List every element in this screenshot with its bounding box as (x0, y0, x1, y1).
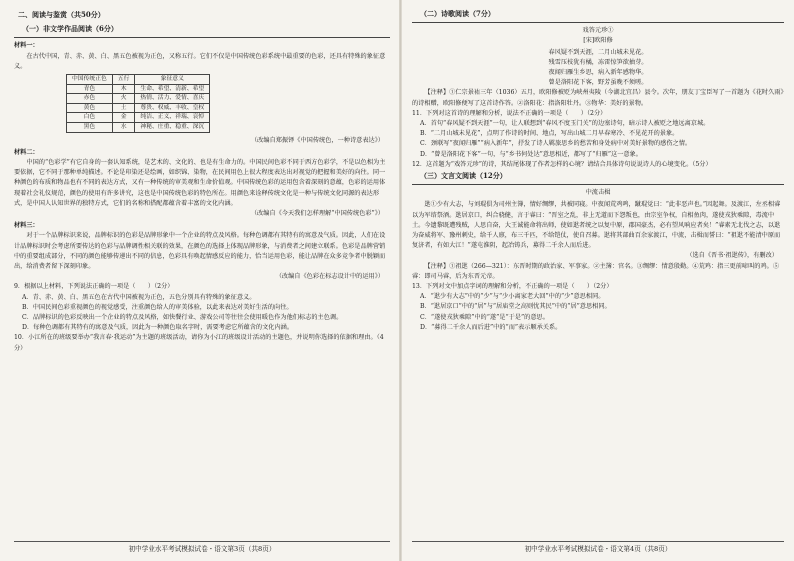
q13-option-d: D．“募得二千余人而后进”中的“而”表示顺承关系。 (420, 323, 562, 331)
table-cell: 水 (112, 122, 135, 132)
table-row (67, 122, 210, 132)
color-table (66, 74, 210, 133)
question-13: 13．下列对文中加点字词的理解和分析，不正确的一项是（ ）（2分） (412, 283, 613, 291)
poem-line: 春风疑不到天涯，二月山城未见花。 (548, 48, 648, 56)
question-12: 12．这首题为“戏答元珍”的诗，其结尾体现了作者怎样的心境？请结合具体诗句说说诗人的心境变化。（5分） (412, 160, 712, 168)
table-cell: 赤色 (67, 94, 113, 104)
q11-option-a: A．首句“春风疑不到天涯”一句，让人联想到“春风不度玉门关”的边塞诗句，暗示诗人被贬之地远离京城。 (420, 120, 710, 128)
subsection-heading-1: （一）非文学作品阅读（6分） (14, 23, 390, 38)
material-2-tag: 材料二： (14, 148, 39, 156)
table-cell: 黑色 (67, 122, 113, 132)
table-cell: 尊贵、权威、丰收、皇权 (135, 103, 210, 113)
q11-option-d: D．“曾是洛阳花下客”一句，与“乡书何处达”意思相近，都写了“归雁”这一意象。 (420, 150, 642, 158)
left-page (14, 8, 390, 556)
q13-option-a: A．“逖少有大志”中的“少”与“少小离家老大回”中的“少”意思相同。 (420, 293, 605, 301)
poem-title: 戏答元珍① (582, 27, 614, 35)
material-3-text: 对于一个品牌标识来说，品牌标识的色彩是品牌形象中一个企业的特点及风格。每种色调都有其特有的寓意及气质。因此，人们在设计品牌标识时会考虑所要传达的色彩与品牌调性相关联的效果，在颜色的选择上体现品牌形象，与消费者之间建立联系。色彩是品牌营销中的重要组成部分，不同的颜色能够传递出不同的信息，色彩具有唤起情感反应的能力，恰当运用色彩，能让品牌在众多竞争者中脱颖而出，给消费者留下深刻印象。 (14, 232, 386, 271)
table-header: 五行 (112, 75, 135, 85)
question-11: 11．下列对这首诗的理解和分析，说法不正确的一项是（ ）（2分） (412, 109, 607, 117)
q9-option-b: B．中国民间色彩重视颜色的视觉感受，注重颜色给人的审美体验，以此来表达对美好生活的向往。 (22, 303, 293, 311)
q9-option-d: D．每种色调都有其特有的寓意及气质，因此为一种颜色取名字时，需要考虑它所蕴含的文化内涵。 (22, 324, 294, 332)
page-footer-right: 初中学业水平考试模拟试卷・语文第4页（共8页） (412, 541, 784, 554)
poem-line: 曾是洛阳花下客，野芳虽晚不须嗟。 (548, 79, 648, 87)
question-9: 9．根据以上材料，下列说法正确的一项是（ ）（2分） (14, 283, 174, 291)
material-3-tag: 材料三： (14, 222, 39, 230)
classical-title: 中流击楫 (585, 189, 611, 197)
classical-note: 【注释】①祖逖（266—321）：东晋时期的政治家、军事家。②主簿：官名。③绸缪：情意殷勤。④荒鸡：指三更前啼叫的鸡。⑤睿：即司马睿，后为东晋元帝。 (412, 262, 780, 280)
q13-option-b: B．“逖居京口”中的“居”与“居庙堂之高则忧其民”中的“居”意思相同。 (420, 303, 611, 311)
table-header: 中国传统正色 (67, 75, 113, 85)
poem-note: 【注释】①仁宗景祐三年（1036）五月，欧阳修被贬为峡州夷陵（今湖北宜昌）县令。次年，朋友丁宝臣写了一首题为《花时久雨》的诗相赠，欧阳修便写了这首诗作答。②洛阳花：指洛阳牡丹。③物华：美好的景物。 (412, 89, 784, 107)
subsection-heading-3: （三）文言文阅读（12分） (412, 170, 784, 185)
material-1-tag: 材料一： (14, 42, 39, 50)
q9-option-a: A．青、赤、黄、白、黑五色在古代中国被视为正色，五色分别具有特殊的象征意义。 (22, 293, 256, 301)
material-2-source: （改编自《今天我们怎样理解“中国传统色彩”》） (250, 210, 384, 217)
q11-option-b: B．“二月山城未见花”，点明了作诗的时间、地点，写出山城二月早春寒冷、不见花开的景象。 (420, 130, 679, 138)
material-1-source: （改编自郑振铎《中国传统色，一种诗意表达》） (250, 136, 384, 144)
right-page (412, 8, 784, 556)
table-cell: 生命、希望、清新、希望 (135, 84, 210, 94)
subsection-heading-2: （二）诗歌阅读（7分） (412, 8, 784, 23)
poem-line: 夜闻归雁生乡思，病入新年感物华。 (548, 69, 648, 77)
table-cell: 金 (112, 113, 135, 123)
classical-source: （选自《晋书·祖逖传》，有删改） (686, 252, 778, 260)
q9-option-c: C．品牌标识的色彩反映出一个企业的特点及风格，如快餐行业、游戏公司等往往会使用暖色作为他们标志的主色调。 (22, 314, 343, 322)
q13-option-c: C．“遂使戎狄乘隙”中的“遂”是“于是”的意思。 (420, 313, 549, 321)
page-fold (399, 0, 402, 561)
q11-option-c: C．颈联写“夜闻归雁”“病入新年”，抒发了诗人羁旅思乡的愁苦和身处病中对美好景物的感伤之情。 (420, 140, 692, 148)
table-row (67, 94, 210, 104)
poem-author: [宋]欧阳修 (583, 37, 613, 45)
section-heading: 二、阅读与鉴赏（共50分） (18, 10, 105, 19)
table-cell: 黄色 (67, 103, 113, 113)
table-cell: 木 (112, 84, 135, 94)
page-footer-left: 初中学业水平考试模拟试卷・语文第3页（共8页） (14, 541, 390, 554)
table-cell: 热情、活力、爱情、喜庆 (135, 94, 210, 104)
classical-text: 逖①少有大志，与刘琨俱为司州主簿，情好绸缪，共被同寝。中夜闻荒鸡鸣，蹴琨觉曰：“此非恶声也。”因起舞。及渡江，左丞相睿以为军谘祭酒。逖居京口，纠合骁健，言于睿曰：“晋室之乱，非上无道而下怨叛也，由宗室争权，自相鱼肉，遂使戎狄乘隙，毒流中土。今遗黎既遭残贼，人思自奋，大王诚能命将出师，使如逖者统之以复中原，郡国豪杰，必有望风响应者矣！”睿素无北伐之志，以逖为奋威将军、豫州刺史，给千人廪，布三千匹，不给铠仗，使自召募。逖将其部曲百余家渡江，中流，击楫而誓曰：“祖逖不能清中原而复济者，有如大江！”遂屯淮阴，起冶铸兵，募得二千余人而后进。 (412, 201, 781, 250)
table-row (67, 113, 210, 123)
table-header: 象征意义 (135, 75, 210, 85)
material-3-source: （改编自《色彩在标志设计中的运用》） (275, 273, 384, 281)
table-cell: 白色 (67, 113, 113, 123)
material-1-text: 在古代中国，青、赤、黄、白、黑五色被视为正色，又称五行。它们不仅是中国传统色彩系统中最重要的色彩，还具有特殊的象征意义。 (14, 52, 386, 70)
table-cell: 青色 (67, 84, 113, 94)
question-10: 10．小江所在的班级要举办“我言春·我运动”为主题的班级活动，请你为小江的班级设计活动的主题色，并说明你选择的依据和理由。（4分） (14, 334, 384, 352)
table-cell: 纯洁、正义、祥瑞、哀悼 (135, 113, 210, 123)
table-cell: 神秘、庄重、稳重、深沉 (135, 122, 210, 132)
table-cell: 火 (112, 94, 135, 104)
table-row (67, 84, 210, 94)
material-2-text: 中国的“色彩学”有它自身的一套认知系统，是艺术的、文化的、也是有生命力的。中国民间色彩不同于西方色彩学，不是以色相为主要依据，它不同于那种单纯描述。不论是印染还是绘画，如织锦、染物，在民间用色上很大程度表达出对视觉的把握和美好的向往。同一种颜色的布质和物品也有不同的表达方式，又有一种传统的审美观和生命价值观。中国传统色彩的运用包含着深刻的意蕴，色彩的运用体现着社会礼仪规范，颜色的使用有许多讲究，这也是中国传统色彩的特色所在。用颜色来诠释传统文化是一种与传统文化同源的表达形式，是中国人认知世界的独特方式，它们的名称和搭配都蕴含着丰富的文化内涵。 (14, 158, 386, 207)
table-cell: 土 (112, 103, 135, 113)
table-row (67, 103, 210, 113)
poem-line: 残雪压枝犹有橘，冻雷惊笋欲抽芽。 (548, 58, 648, 66)
